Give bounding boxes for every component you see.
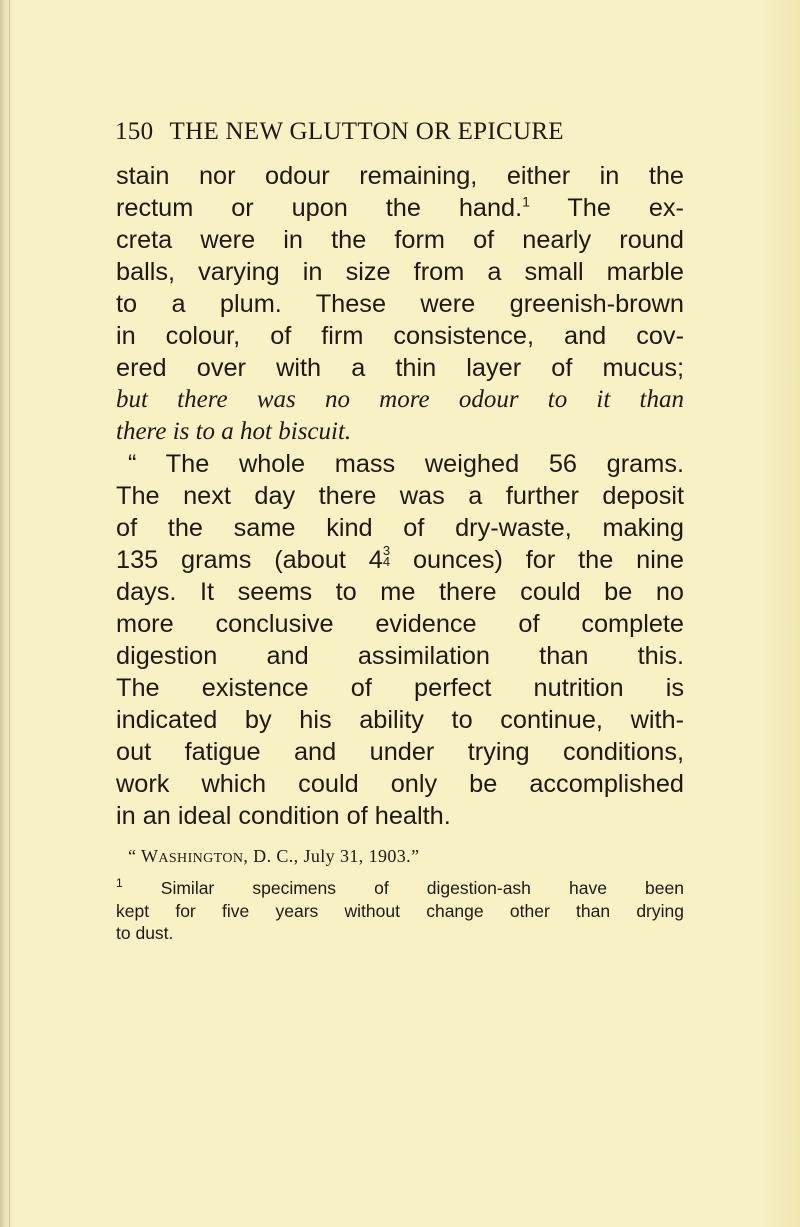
text-line: out fatigue and under trying conditions, <box>116 738 684 766</box>
signature-initial: W <box>140 846 159 866</box>
italic-text-line: there is to a hot biscuit. <box>116 418 352 445</box>
text-line: The existence of perfect nutrition is <box>116 674 684 702</box>
text-line <box>116 544 684 576</box>
footnote-text: Similar specimens of digestion-ash have been <box>122 878 684 898</box>
page-binding-edge <box>0 0 14 1227</box>
page-number: 150 <box>115 118 154 145</box>
body-paragraphs <box>116 160 684 832</box>
italic-text-line: but there was no more odour to it than <box>116 386 684 413</box>
text-line: creta were in the form of nearly round <box>116 226 684 254</box>
fraction-numerator: 3 <box>382 543 391 558</box>
text-line: to a plum. These were greenish-brown <box>116 290 684 318</box>
text-fragment: ounces) for the nine <box>412 546 684 574</box>
signature-place: ASHINGTON <box>158 851 244 866</box>
fraction-three-quarters <box>383 545 390 567</box>
text-line: ered over with a thin layer of mucus; <box>116 354 684 382</box>
text-line: The next day there was a further deposit <box>116 482 684 510</box>
footnote-mark: 1 <box>116 876 123 891</box>
text-line: days. It seems to me there could be no <box>116 578 684 606</box>
running-title: THE NEW GLUTTON OR EPICURE <box>169 118 564 145</box>
text-fragment: rectum or upon the hand. <box>116 194 523 222</box>
text-line: indicated by his ability to continue, with- <box>116 706 684 734</box>
footnote <box>116 877 684 945</box>
fraction-denominator: 4 <box>382 554 391 569</box>
text-line: digestion and assimilation than this. <box>116 642 684 670</box>
page-right-shade <box>760 0 800 1227</box>
text-line: “ The whole mass weighed 56 grams. <box>128 450 684 478</box>
text-line: of the same kind of dry-waste, making <box>116 514 684 542</box>
text-fragment: The ex- <box>529 194 684 222</box>
text-line: in an ideal condition of health. <box>116 802 451 830</box>
text-line: in colour, of firm consistence, and cov- <box>116 322 684 350</box>
text-line <box>116 192 684 224</box>
text-fragment: 135 grams (about 4 <box>116 546 383 574</box>
footnote-line: to dust. <box>116 923 174 943</box>
text-line: more conclusive evidence of complete <box>116 610 684 638</box>
footnote-reference: 1 <box>522 193 530 210</box>
footnote-line: kept for five years without change other than drying <box>116 900 684 921</box>
signature-quote: “ <box>128 846 141 866</box>
text-line: balls, varying in size from a small marble <box>116 258 684 286</box>
letter-signature <box>128 846 419 867</box>
page-edge-line <box>9 0 10 1227</box>
running-header <box>115 118 695 146</box>
text-line: work which could only be accomplished <box>116 770 684 798</box>
signature-date: , D. C., July 31, 1903.” <box>243 846 420 866</box>
footnote-line <box>116 877 684 900</box>
text-line: stain nor odour remaining, either in the <box>116 162 684 190</box>
